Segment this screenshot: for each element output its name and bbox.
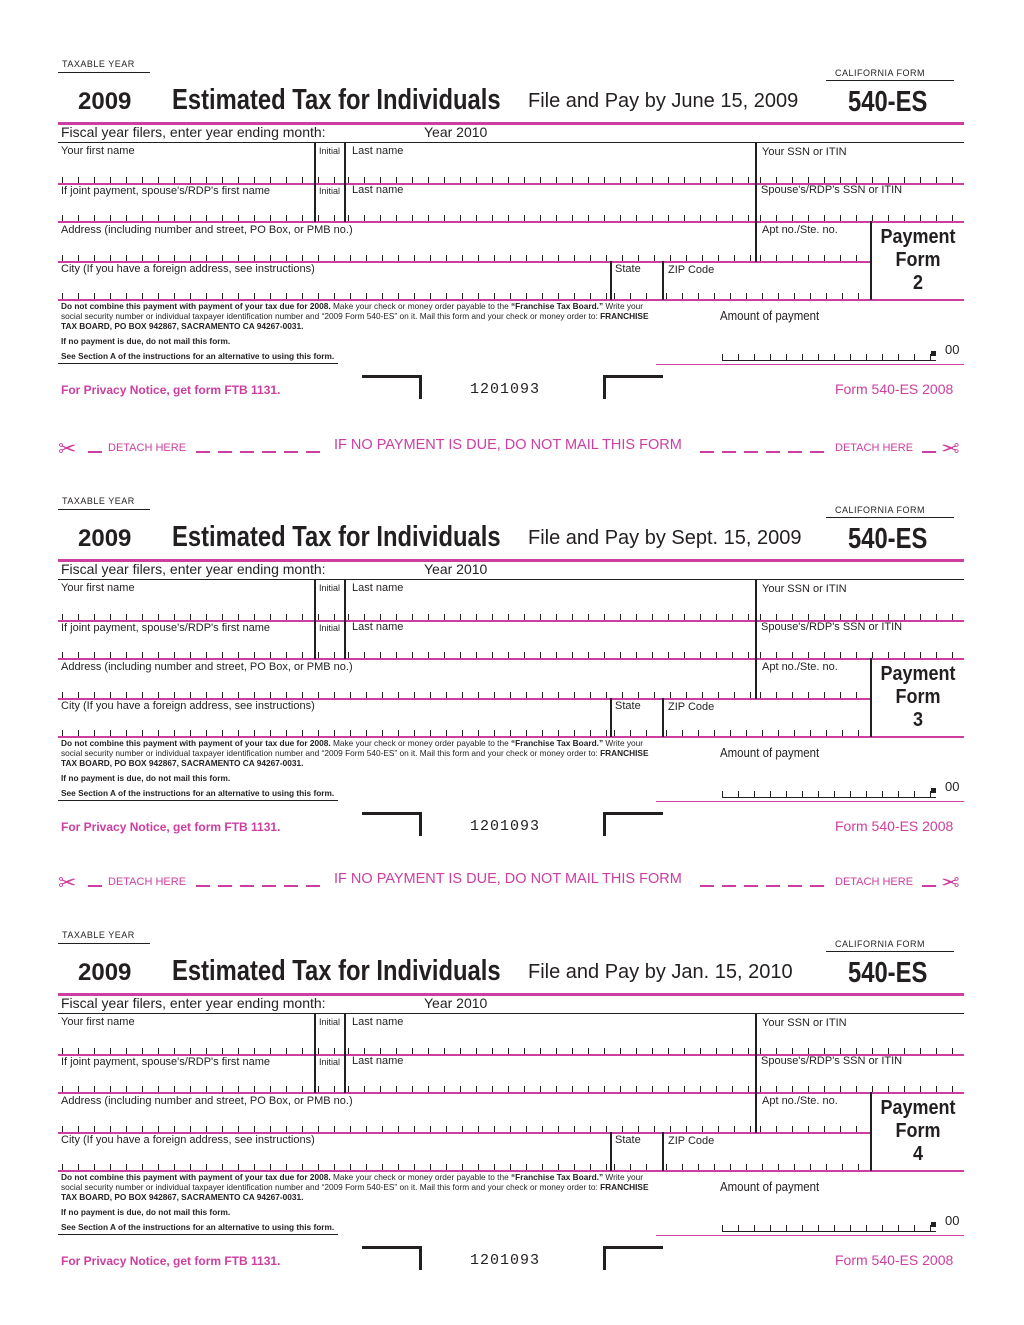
notice-text: Make your check or money order payable to the — [330, 1172, 512, 1182]
cents-label: 00 — [945, 779, 960, 794]
first-name-label: Your first name — [61, 1016, 135, 1028]
city-label: City (If you have a foreign address, see instructions) — [61, 700, 315, 712]
zip-label: ZIP Code — [668, 701, 715, 713]
due-date: File and Pay by Jan. 15, 2010 — [528, 961, 793, 983]
form-number: 540-ES — [848, 86, 928, 118]
payment-form-number: 4 — [912, 1143, 924, 1165]
last-name-label: Last name — [352, 621, 404, 633]
city-label: City (If you have a foreign address, see instructions) — [61, 263, 315, 275]
notice-text: Make your check or money order payable to the — [330, 301, 512, 311]
privacy-notice: For Privacy Notice, get form FTB 1131. — [61, 820, 281, 834]
mailing-instructions — [61, 738, 661, 768]
payment-form-word: Form — [895, 1120, 941, 1142]
amount-label: Amount of payment — [720, 308, 820, 323]
form-number: 540-ES — [848, 957, 928, 989]
fiscal-year-label: Fiscal year filers, enter year ending month: — [61, 124, 326, 140]
scissors-icon: ✂ — [58, 436, 77, 461]
taxable-year-label: TAXABLE YEAR — [62, 496, 135, 506]
payment-voucher — [0, 0, 1024, 398]
payment-form-number: 2 — [912, 272, 924, 294]
registration-mark — [362, 1246, 422, 1270]
tax-year: 2009 — [78, 959, 132, 986]
form-title: Estimated Tax for Individuals — [172, 84, 501, 116]
registration-mark — [603, 375, 663, 399]
footer-form-id: Form 540-ES 2008 — [835, 1252, 954, 1268]
form-title: Estimated Tax for Individuals — [172, 521, 501, 553]
mailing-instructions — [61, 301, 661, 331]
first-name-label: Your first name — [61, 582, 135, 594]
city-label: City (If you have a foreign address, see instructions) — [61, 1134, 315, 1146]
detach-here-left: DETACH HERE — [108, 442, 187, 454]
barcode-number: 1201093 — [470, 818, 541, 835]
taxable-year-label: TAXABLE YEAR — [62, 59, 135, 69]
fiscal-year-label: Fiscal year filers, enter year ending month: — [61, 561, 326, 577]
payment-form-word: Form — [895, 249, 941, 271]
payment-form-word: Payment — [880, 226, 956, 248]
amount-field[interactable] — [722, 352, 936, 361]
scissors-icon: ✂ — [941, 870, 960, 895]
spouse-ssn-label: Spouse's/RDP's SSN or ITIN — [761, 621, 903, 633]
notice-text: Make your check or money order payable to the — [330, 738, 512, 748]
notice-bold: “Franchise Tax Board.” — [511, 301, 604, 311]
due-date: File and Pay by Sept. 15, 2009 — [528, 527, 802, 549]
notice-bold: FRANCHISE TAX BOARD, PO BOX 942867, SACRAMENTO CA 94267-0031. — [61, 748, 649, 768]
state-label: State — [615, 700, 641, 712]
notice-bold: FRANCHISE TAX BOARD, PO BOX 942867, SACRAMENTO CA 94267-0031. — [61, 1182, 649, 1202]
tax-year: 2009 — [78, 525, 132, 552]
cents-label: 00 — [945, 342, 960, 357]
due-date: File and Pay by June 15, 2009 — [528, 90, 799, 112]
registration-mark — [362, 812, 422, 836]
footer-form-id: Form 540-ES 2008 — [835, 381, 954, 397]
spouse-ssn-label: Spouse's/RDP's SSN or ITIN — [761, 1055, 903, 1067]
payment-form-box — [877, 226, 960, 295]
no-payment-note: If no payment is due, do not mail this form. — [61, 773, 231, 783]
scissors-icon: ✂ — [58, 870, 77, 895]
fiscal-year-label: Fiscal year filers, enter year ending month: — [61, 995, 326, 1011]
last-name-label: Last name — [352, 145, 404, 157]
notice-text: Write your social security number or individual taxpayer identification number and “2009 Form 540-ES” on it. Mail this form and your check or money order to: — [61, 301, 644, 321]
year-label: Year 2010 — [424, 124, 488, 140]
payment-voucher — [0, 871, 1024, 1269]
california-form-label: CALIFORNIA FORM — [835, 505, 926, 515]
ssn-label: Your SSN or ITIN — [762, 146, 847, 158]
barcode-number: 1201093 — [470, 1252, 541, 1269]
notice-bold: Do not combine this payment with payment of your tax due for 2008. — [61, 1172, 331, 1182]
last-name-label: Last name — [352, 582, 404, 594]
no-payment-note: If no payment is due, do not mail this form. — [61, 336, 231, 346]
payment-form-box — [877, 663, 960, 732]
detach-line — [0, 436, 1024, 470]
privacy-notice: For Privacy Notice, get form FTB 1131. — [61, 1254, 281, 1268]
section-a-note: See Section A of the instructions for an alternative to using this form. — [61, 788, 335, 798]
initial-label: Initial — [319, 1057, 341, 1067]
amount-label: Amount of payment — [720, 745, 820, 760]
initial-label: Initial — [319, 146, 341, 156]
spouse-first-name-label: If joint payment, spouse's/RDP's first name — [61, 185, 271, 197]
taxable-year-label: TAXABLE YEAR — [62, 930, 135, 940]
initial-label: Initial — [319, 583, 341, 593]
notice-bold: “Franchise Tax Board.” — [511, 1172, 604, 1182]
payment-form-box — [877, 1097, 960, 1166]
notice-text: Write your social security number or individual taxpayer identification number and “2009 Form 540-ES” on it. Mail this form and your check or money order to: — [61, 1172, 644, 1192]
state-label: State — [615, 263, 641, 275]
last-name-label: Last name — [352, 1016, 404, 1028]
payment-form-number: 3 — [912, 709, 924, 731]
apt-label: Apt no./Ste. no. — [762, 1095, 838, 1107]
no-payment-notice: IF NO PAYMENT IS DUE, DO NOT MAIL THIS FORM — [334, 871, 682, 887]
apt-label: Apt no./Ste. no. — [762, 661, 838, 673]
notice-bold: “Franchise Tax Board.” — [511, 738, 604, 748]
payment-form-word: Payment — [880, 1097, 956, 1119]
spouse-first-name-label: If joint payment, spouse's/RDP's first name — [61, 622, 271, 634]
privacy-notice: For Privacy Notice, get form FTB 1131. — [61, 383, 281, 397]
registration-mark — [362, 375, 422, 399]
form-number: 540-ES — [848, 523, 928, 555]
ssn-label: Your SSN or ITIN — [762, 1017, 847, 1029]
spouse-first-name-label: If joint payment, spouse's/RDP's first name — [61, 1056, 271, 1068]
mailing-instructions — [61, 1172, 661, 1202]
payment-form-word: Payment — [880, 663, 956, 685]
detach-line — [0, 870, 1024, 904]
address-label: Address (including number and street, PO Box, or PMB no.) — [61, 224, 353, 236]
initial-label: Initial — [319, 186, 341, 196]
amount-field[interactable] — [722, 1223, 936, 1232]
registration-mark — [603, 1246, 663, 1270]
footer-form-id: Form 540-ES 2008 — [835, 818, 954, 834]
notice-bold: FRANCHISE TAX BOARD, PO BOX 942867, SACRAMENTO CA 94267-0031. — [61, 311, 649, 331]
address-label: Address (including number and street, PO Box, or PMB no.) — [61, 661, 353, 673]
apt-label: Apt no./Ste. no. — [762, 224, 838, 236]
spouse-ssn-label: Spouse's/RDP's SSN or ITIN — [761, 184, 903, 196]
form-title: Estimated Tax for Individuals — [172, 955, 501, 987]
notice-bold: Do not combine this payment with payment of your tax due for 2008. — [61, 301, 331, 311]
year-label: Year 2010 — [424, 995, 488, 1011]
section-a-note: See Section A of the instructions for an alternative to using this form. — [61, 1222, 335, 1232]
address-label: Address (including number and street, PO Box, or PMB no.) — [61, 1095, 353, 1107]
ssn-label: Your SSN or ITIN — [762, 583, 847, 595]
first-name-label: Your first name — [61, 145, 135, 157]
detach-here-right: DETACH HERE — [835, 876, 914, 888]
state-label: State — [615, 1134, 641, 1146]
barcode-number: 1201093 — [470, 381, 541, 398]
california-form-label: CALIFORNIA FORM — [835, 939, 926, 949]
last-name-label: Last name — [352, 184, 404, 196]
registration-mark — [603, 812, 663, 836]
notice-text: Write your social security number or individual taxpayer identification number and “2009 Form 540-ES” on it. Mail this form and your check or money order to: — [61, 738, 644, 758]
amount-label: Amount of payment — [720, 1179, 820, 1194]
no-payment-notice: IF NO PAYMENT IS DUE, DO NOT MAIL THIS FORM — [334, 437, 682, 453]
payment-voucher — [0, 437, 1024, 835]
zip-label: ZIP Code — [668, 1135, 715, 1147]
tax-year: 2009 — [78, 88, 132, 115]
last-name-label: Last name — [352, 1055, 404, 1067]
amount-field[interactable] — [722, 789, 936, 798]
section-a-note: See Section A of the instructions for an alternative to using this form. — [61, 351, 335, 361]
zip-label: ZIP Code — [668, 264, 715, 276]
detach-here-right: DETACH HERE — [835, 442, 914, 454]
initial-label: Initial — [319, 1017, 341, 1027]
scissors-icon: ✂ — [941, 436, 960, 461]
california-form-label: CALIFORNIA FORM — [835, 68, 926, 78]
no-payment-note: If no payment is due, do not mail this form. — [61, 1207, 231, 1217]
notice-bold: Do not combine this payment with payment of your tax due for 2008. — [61, 738, 331, 748]
cents-label: 00 — [945, 1213, 960, 1228]
payment-form-word: Form — [895, 686, 941, 708]
detach-here-left: DETACH HERE — [108, 876, 187, 888]
initial-label: Initial — [319, 623, 341, 633]
year-label: Year 2010 — [424, 561, 488, 577]
